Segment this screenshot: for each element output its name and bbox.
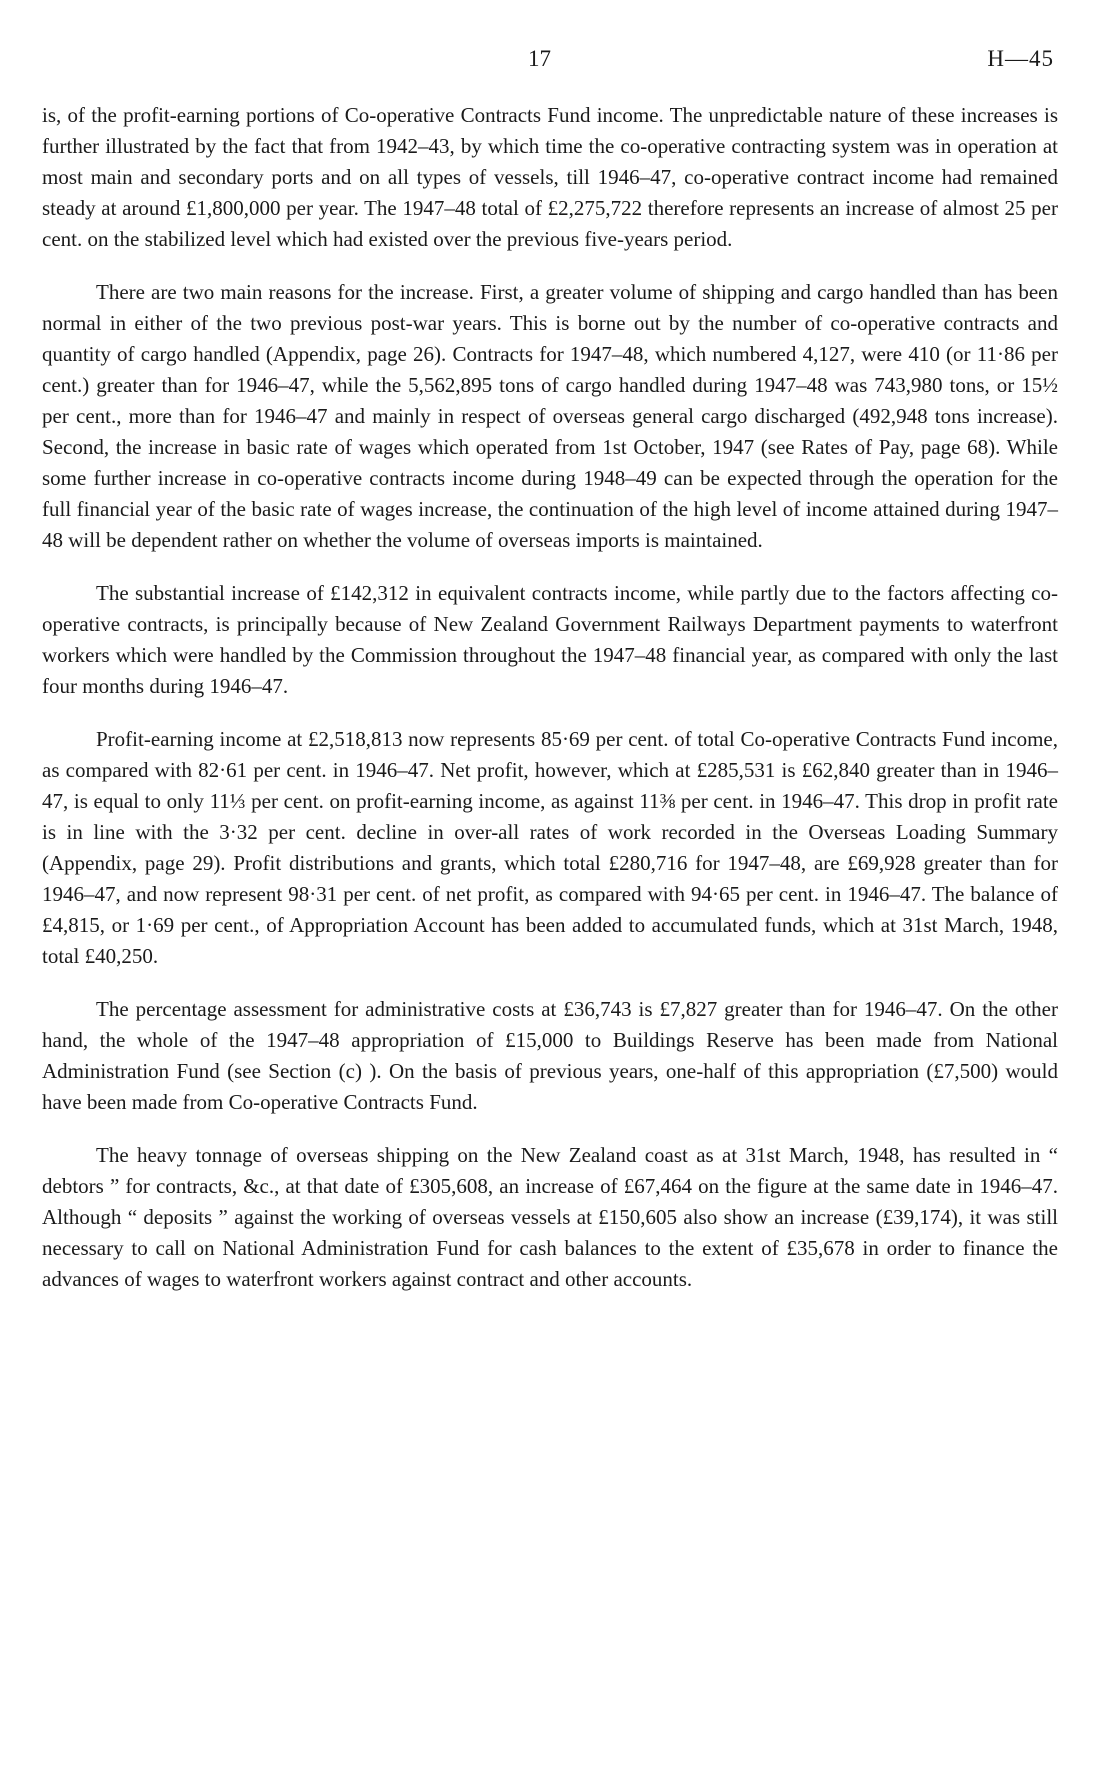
paragraph-debtors-deposits: The heavy tonnage of overseas shipping on the New Zealand coast as at 31st March, 1948, has resulted in “ debtors ” for contracts, &c., at that date of £305,608, an increase of £67,464 on the figure at the same date in 1946–47. Although “ deposits ” against the working of overseas vessels at £150,605 also show an increase (£39,174), it was still necessary to call on National Administration Fund for cash balances to the extent of £35,678 in order to finance the advances of wages to waterfront workers against contract and other accounts. [42,1143,1058,1291]
body-text [42,100,1058,1317]
paragraph-reasons-for-increase: There are two main reasons for the increase. First, a greater volume of shipping and cargo handled than has been normal in either of the two previous post-war years. This is borne out by the number of co-operative contracts and quantity of cargo handled (Appendix, page 26). Contracts for 1947–48, which numbered 4,127, were 410 (or 11·86 per cent.) greater than for 1946–47, while the 5,562,895 tons of cargo handled during 1947–48 was 743,980 tons, or 15½ per cent., more than for 1946–47 and mainly in respect of overseas general cargo discharged (492,948 tons increase). Second, the increase in basic rate of wages which operated from 1st October, 1947 (see Rates of Pay, page 68). While some further increase in co-operative contracts income during 1948–49 can be expected through the operation for the full financial year of the basic rate of wages increase, the continuation of the high level of income attained during 1947–48 will be dependent rather on whether the volume of overseas imports is maintained. [42,280,1058,552]
paragraph-profit-earning-income: Profit-earning income at £2,518,813 now represents 85·69 per cent. of total Co-operative Contracts Fund income, as compared with 82·61 per cent. in 1946–47. Net profit, however, which at £285,531 is £62,840 greater than in 1946–47, is equal to only 11⅓ per cent. on profit-earning income, as against 11⅜ per cent. in 1946–47. This drop in profit rate is in line with the 3·32 per cent. decline in over-all rates of work recorded in the Overseas Loading Summary (Appendix, page 29). Profit distributions and grants, which total £280,716 for 1947–48, are £69,928 greater than for 1946–47, and now represent 98·31 per cent. of net profit, as compared with 94·65 per cent. in 1946–47. The balance of £4,815, or 1·69 per cent., of Appropriation Account has been added to accumulated funds, which at 31st March, 1948, total £40,250. [42,727,1058,968]
page-header [0,46,1114,76]
paragraph-administrative-costs: The percentage assessment for administrative costs at £36,743 is £7,827 greater than for 1946–47. On the other hand, the whole of the 1947–48 appropriation of £15,000 to Buildings Reserve has been made from National Administration Fund (see Section (c) ). On the basis of previous years, one-half of this appropriation (£7,500) would have been made from Co-operative Contracts Fund. [42,997,1058,1114]
page-number: 17 [528,46,551,71]
paragraph-equivalent-contracts: The substantial increase of £142,312 in equivalent contracts income, while partly due to the factors affecting co-operative contracts, is principally because of New Zealand Government Railways Department payments to waterfront workers which were handled by the Commission throughout the 1947–48 financial year, as compared with only the last four months during 1946–47. [42,581,1058,698]
document-reference: H—45 [987,46,1054,71]
paragraph-continuation: is, of the profit-earning portions of Co-operative Contracts Fund income. The unpredictable nature of these increases is further illustrated by the fact that from 1942–43, by which time the co-operative contracting system was in operation at most main and secondary ports and on all types of vessels, till 1946–47, co-operative contract income had remained steady at around £1,800,000 per year. The 1947–48 total of £2,275,722 therefore represents an increase of almost 25 per cent. on the stabilized level which had existed over the previous five-years period. [42,103,1058,251]
